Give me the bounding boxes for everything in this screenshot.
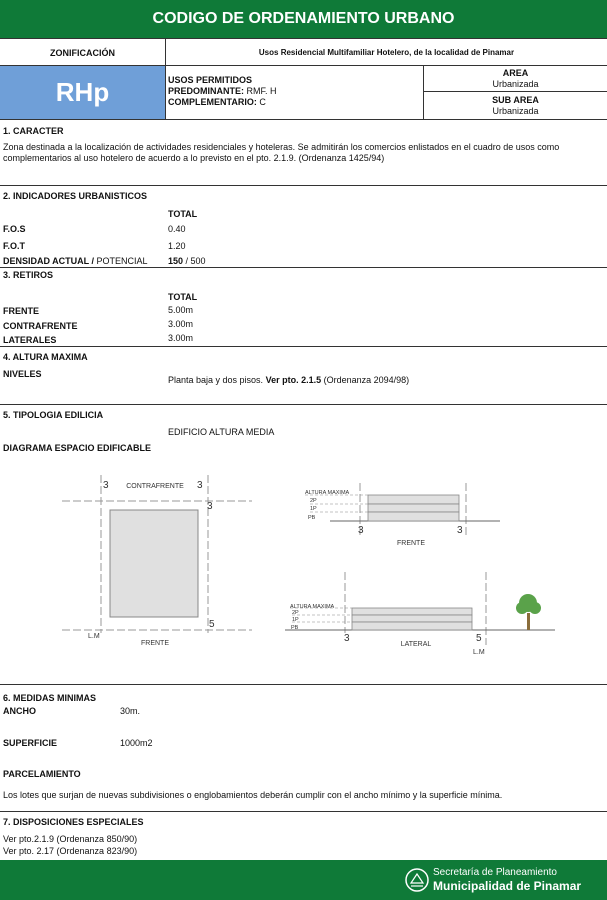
retiros-total-label: TOTAL [168, 292, 198, 302]
section-tipologia [0, 405, 607, 685]
lateral-lateral-label: LATERAL [400, 641, 432, 648]
zonificacion-row [0, 38, 607, 66]
lateral-lm-label: L.M [473, 649, 485, 656]
plan-three-right: 3 [197, 480, 203, 491]
laterales-label: LATERALES [3, 335, 57, 345]
section-altura [0, 347, 607, 405]
usos-permitidos [168, 75, 418, 108]
subarea-label: SUB AREA [492, 95, 539, 105]
fot-label: F.O.T [3, 241, 25, 251]
superficie-value: 1000m2 [120, 738, 153, 748]
fos-label: F.O.S [3, 224, 26, 234]
lateral-five: 5 [476, 633, 482, 644]
section-retiros [0, 267, 607, 347]
zone-code-badge: RHp [0, 66, 166, 119]
frente-value: 5.00m [168, 305, 194, 315]
altura-text-c: (Ordenanza 2094/98) [321, 375, 410, 385]
altura-text-a: Planta baja y dos pisos. [168, 375, 266, 385]
ancho-value: 30m. [120, 706, 141, 716]
footer-bar [0, 860, 607, 900]
zone-row [0, 66, 607, 120]
section-medidas [0, 685, 607, 812]
diagrama-label: DIAGRAMA ESPACIO EDIFICABLE [3, 443, 152, 453]
tipologia-heading: 5. TIPOLOGIA EDILICIA [3, 410, 104, 420]
front-2p-label: 2P [310, 498, 317, 504]
frente-label: FRENTE [3, 306, 39, 316]
page-title: CODIGO DE ORDENAMIENTO URBANO [0, 0, 607, 38]
laterales-value: 3.00m [168, 333, 194, 343]
section-disposiciones [0, 812, 607, 860]
fos-value: 0.40 [168, 224, 186, 234]
plan-frente-label: FRENTE [141, 640, 169, 647]
contrafrente-label: CONTRAFRENTE [3, 321, 78, 331]
plan-building [110, 510, 198, 617]
ancho-label: ANCHO [3, 706, 36, 716]
altura-text-ref: Ver pto. 2.1.5 [265, 375, 322, 385]
plan-contrafrente-label: CONTRAFRENTE [126, 483, 184, 490]
medidas-heading: 6. MEDIDAS MINIMAS [3, 693, 97, 703]
plan-three-side: 3 [207, 501, 213, 512]
indicadores-heading: 2. INDICADORES URBANISTICOS [3, 191, 148, 201]
densidad-label-actual: DENSIDAD ACTUAL / [3, 256, 97, 266]
superficie-label: SUPERFICIE [3, 738, 58, 748]
usos-heading: USOS PERMITIDOS [168, 75, 253, 85]
complementario-value: C [259, 97, 266, 107]
section-caracter [0, 121, 607, 186]
densidad-label [3, 256, 148, 266]
plan-lm-label: L.M [88, 633, 100, 640]
complementario-label: COMPLEMENTARIO: [168, 97, 257, 107]
plan-five-side: 5 [209, 619, 215, 630]
zonificacion-value: Usos Residencial Multifamiliar Hotelero, de la localidad de Pinamar [258, 48, 515, 57]
subarea-value: Urbanizada [492, 106, 539, 116]
niveles-label: NIVELES [3, 369, 42, 379]
lateral-three: 3 [344, 633, 350, 644]
lateral-pb-label: PB [291, 625, 299, 631]
lateral-altura-label: ALTURA MAXIMA [290, 604, 335, 610]
predominante-value: RMF. H [246, 86, 277, 96]
contrafrente-value: 3.00m [168, 319, 194, 329]
front-floor-pb [368, 512, 459, 521]
lateral-floor-pb [352, 622, 472, 630]
front-frente-label: FRENTE [397, 540, 425, 547]
subarea-cell [423, 92, 607, 119]
section-indicadores [0, 186, 607, 267]
lateral-floor-1p [352, 615, 472, 622]
altura-text [168, 375, 409, 385]
lateral-floor-2p [352, 608, 472, 615]
tipologia-value: EDIFICIO ALTURA MEDIA [168, 427, 275, 437]
predominante-label: PREDOMINANTE: [168, 86, 244, 96]
footer-municipalidad: Municipalidad de Pinamar [433, 879, 582, 893]
area-label: AREA [502, 68, 529, 78]
caracter-heading: 1. CARACTER [3, 126, 64, 136]
front-1p-label: 1P [310, 506, 317, 512]
front-floor-2p [368, 495, 459, 504]
tree-icon [516, 594, 541, 630]
parcelamiento-label: PARCELAMIENTO [3, 769, 81, 779]
zonificacion-label: ZONIFICACIÓN [0, 39, 166, 66]
densidad-potencial: / 500 [183, 256, 206, 266]
indicadores-total-label: TOTAL [168, 209, 198, 219]
front-three-left: 3 [358, 525, 364, 536]
footer-secretaria: Secretaría de Planeamiento [433, 867, 557, 878]
front-altura-label: ALTURA MAXIMA [305, 490, 350, 496]
lateral-2p-label: 2P [292, 610, 299, 616]
parcelamiento-text: Los lotes que surjan de nuevas subdivisiones o englobamientos deberán cumplir con el ancho mínimo y la superficie mínima. [3, 790, 503, 800]
disposiciones-line1: Ver pto.2.1.9 (Ordenanza 850/90) [3, 834, 138, 844]
area-value: Urbanizada [492, 79, 539, 89]
front-floor-1p [368, 504, 459, 512]
disposiciones-heading: 7. DISPOSICIONES ESPECIALES [3, 817, 144, 827]
densidad-label-potencial: POTENCIAL [96, 256, 148, 266]
front-pb-label: PB [308, 515, 316, 521]
plan-three-left: 3 [103, 480, 109, 491]
municipal-seal-icon [405, 867, 429, 893]
fot-value: 1.20 [168, 241, 186, 251]
densidad-actual: 150 [168, 256, 184, 266]
disposiciones-line2: Ver pto. 2.17 (Ordenanza 823/90) [3, 846, 138, 856]
area-cell [423, 66, 607, 92]
diagram-espacio-edificable [0, 405, 607, 685]
retiros-heading: 3. RETIROS [3, 270, 54, 280]
densidad-value [168, 256, 206, 266]
front-three-right: 3 [457, 525, 463, 536]
altura-heading: 4. ALTURA MAXIMA [3, 352, 88, 362]
caracter-text: Zona destinada a la localización de actividades residenciales y hoteleras. Se admitirán los comercios enlistados en el cuadro de usos como complementarios al uso hotelero de acuerdo a lo previsto en el pto. 2.1.9. (Ordenanza 1425/94) [3, 142, 560, 163]
lateral-1p-label: 1P [292, 617, 299, 623]
